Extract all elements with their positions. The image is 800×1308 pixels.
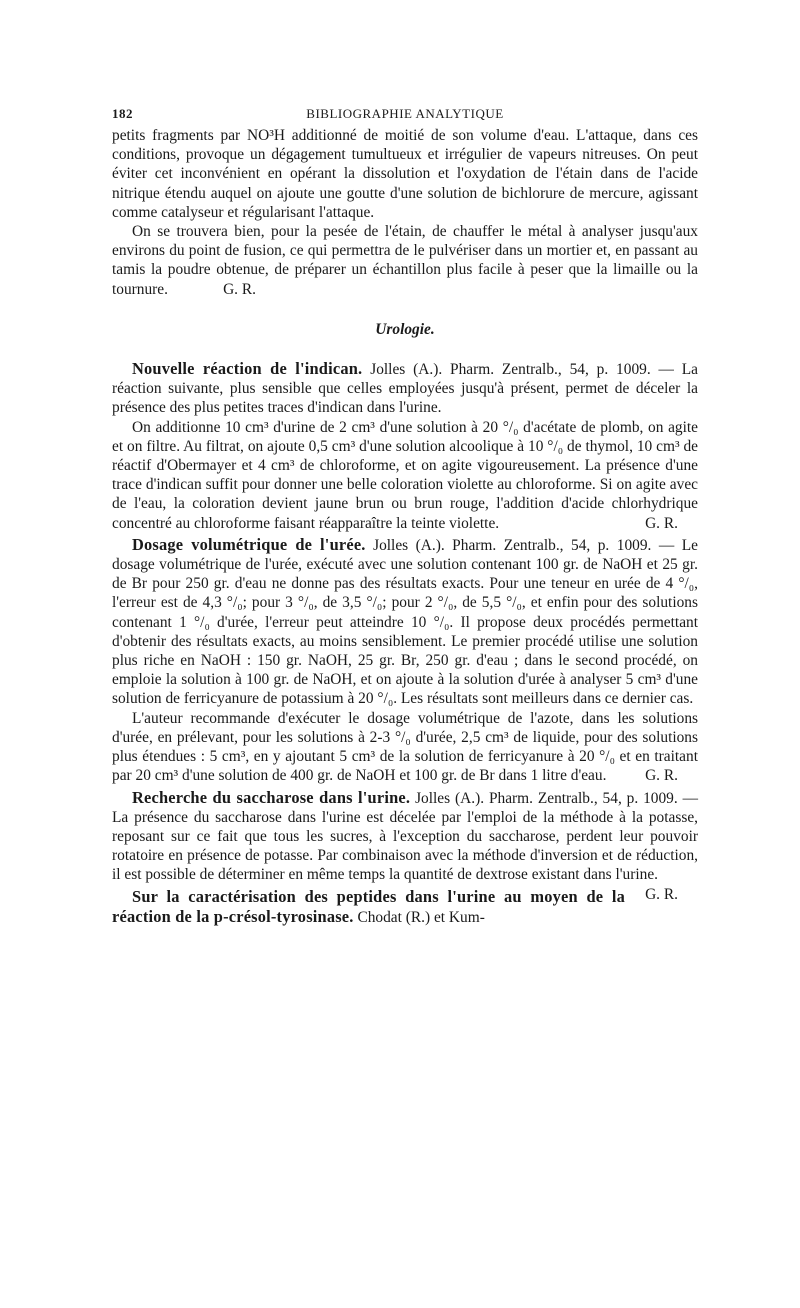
- article: [112, 535, 698, 786]
- signature: G. R.: [645, 885, 678, 903]
- page-number: 182: [112, 106, 133, 121]
- article-title: Sur la caractérisation des peptides dans l'urine au moyen de la réaction de la p-crésol-tyrosinase.: [112, 886, 626, 926]
- article: [112, 359, 698, 533]
- signature: G. R.: [645, 767, 678, 785]
- article-citation: Jolles (A.). Pharm. Zentralb., 54, p. 1009. — Le dosage volumétrique de l'urée, exécuté avec une solution contenant 100 gr. de NaOH et 25 gr. de Br pour 250 gr. d'eau ne donne pas des résultats exacts. Pour une teneur en urée de 4 °/₀, l'erreur est de 4,3 °/₀; pour 3 °/₀, de 3,5 °/₀; pour 2 °/₀, de 5,5 °/₀, et enfin pour des solutions contenant 1 °/₀ d'urée, l'erreur peut atteindre 10 °/₀. Il propose deux procédés permettant d'obtenir des résultats exacts, au moins sensiblement. Le premier procédé utilise une solution plus riche en NaOH : 150 gr. NaOH, 25 gr. Br, 250 gr. d'eau ; dans le second procédé, on emploie la solution à 100 gr. de NaOH, et on ajoute à la solution d'urée à analyser 5 cm³ d'une solution de ferricyanure de potassium à 20 °/₀. Les résultats sont meilleurs dans ce dernier cas.: [112, 536, 698, 708]
- article-lead: [112, 887, 698, 927]
- article-lead: [112, 359, 698, 418]
- article-citation: Chodat (R.) et Kum-: [353, 908, 485, 926]
- intro-paragraph: petits fragments par NO³H additionné de moitié de son volume d'eau. L'attaque, dans ces conditions, provoque un dégagement tumultueux et irrégulier de vapeurs nitreuses. On peut éviter cet inconvénient en opérant la dissolution et l'oxydation de l'étain dans de l'acide nitrique étendu auquel on ajoute une goutte d'une solution de bichlorure de mercure, agissant comme catalyseur et régularisant l'attaque.: [112, 127, 698, 221]
- article-title: Recherche du saccharose dans l'urine.: [132, 787, 411, 807]
- article-lead: [112, 787, 698, 903]
- article-text: L'auteur recommande d'exécuter le dosage volumétrique de l'azote, dans les solutions d'urée, en prélevant, pour les solutions à 2-3 °/₀ d'urée, 2,5 cm³ de liquide, pour des solutions plus étendues : 5 cm³, en y ajoutant 5 cm³ de la solution de ferricyanure à 20 °/₀ et en traitant par 20 cm³ d'une solution de 400 gr. de NaOH et 100 gr. de Br dans 1 litre d'eau.: [112, 709, 698, 785]
- article-lead: [112, 535, 698, 709]
- article-citation: Jolles (A.). Pharm. Zentralb., 54, p. 1009. — La présence du saccharose dans l'urine est décelée par l'emploi de la méthode à la potasse, reposant sur ce fait que tous les sucres, à l'exception du saccharose, perdent leur pouvoir rotatoire en présence de potasse. Par combinaison avec la méthode d'inversion et de réduction, il est possible de déterminer en même temps la quantité de dextrose existant dans l'urine.: [112, 789, 698, 884]
- article-paragraph: [112, 418, 698, 533]
- signature: G. R.: [645, 514, 678, 532]
- section-title: Urologie.: [375, 320, 435, 338]
- signature: G. R.: [223, 280, 256, 298]
- article: [112, 887, 698, 927]
- article-text: On additionne 10 cm³ d'urine de 2 cm³ d'une solution à 20 °/₀ d'acétate de plomb, on agite et on filtre. Au filtrat, on ajoute 0,5 cm³ d'une solution alcoolique à 10 °/₀ de thymol, 10 cm³ de réactif d'Obermayer et 4 cm³ de chloroforme, et on agite vigoureusement. La présence d'une trace d'indican suffit pour donner une belle coloration violette au chloroforme. Si on agite avec de l'eau, la coloration devient jaune brun ou brun rouge, l'addition d'acide chlorhydrique concentré au chloroforme faisant réapparaître la teinte violette.: [112, 418, 698, 532]
- article-title: Dosage volumétrique de l'urée.: [132, 534, 366, 554]
- document-page: [112, 104, 698, 927]
- article: [112, 787, 698, 903]
- article-title: Nouvelle réaction de l'indican.: [132, 359, 363, 379]
- article-citation: Jolles (A.). Pharm. Zentralb., 54, p. 1009. — La réaction suivante, plus sensible que celles employées jusqu'à présent, permet de déceler la présence des plus petites traces d'indican dans l'urine.: [112, 361, 698, 417]
- intro-text: On se trouvera bien, pour la pesée de l'étain, de chauffer le métal à analyser jusqu'aux environs du point de fusion, ce qui permettra de le pulvériser dans un mortier et, en passant au tamis la poudre obtenue, de préparer un échantillon plus facile à peser que la limaille ou la tournure.: [112, 223, 698, 298]
- page-header: [112, 104, 698, 126]
- running-title: BIBLIOGRAPHIE ANALYTIQUE: [306, 106, 504, 121]
- intro-paragraph: [112, 222, 698, 299]
- article-paragraph: [112, 709, 698, 786]
